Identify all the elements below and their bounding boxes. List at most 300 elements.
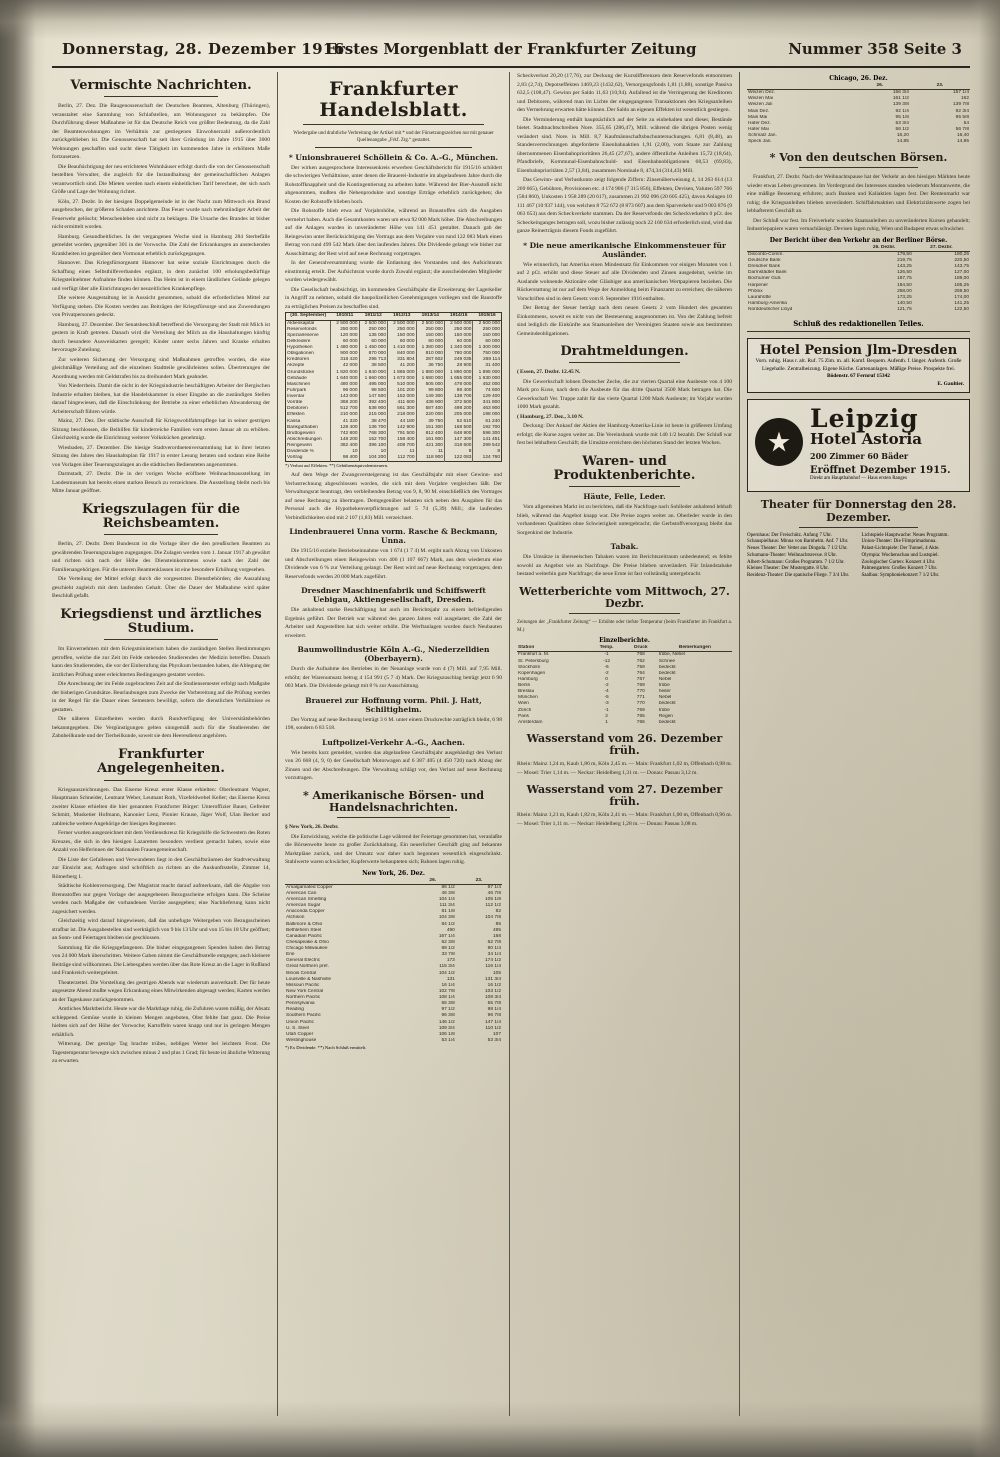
- row-label: Atchison: [286, 915, 305, 921]
- section-heading-warenberichte: Waren- und Produktenberichte.: [553, 453, 696, 484]
- row-value: 780 000: [444, 351, 472, 357]
- row-value: 81 1/8: [441, 909, 455, 915]
- row-label: Delkredere: [286, 339, 331, 345]
- ad-contact: Bödenstr. 67 Fernruf 15342: [827, 373, 890, 380]
- row-label: Union Pacific: [286, 1019, 314, 1025]
- row-label: Pennsylvania: [286, 1001, 315, 1007]
- row-value: 31 400: [485, 363, 500, 369]
- row-value: 61 240: [485, 418, 500, 424]
- row-value: 1 380 000: [416, 345, 444, 351]
- row-value: 146 1/2: [438, 1019, 455, 1025]
- row-label: Zürich: [518, 707, 532, 713]
- row-value: 108 3/4: [484, 995, 501, 1001]
- paragraph: [517, 368, 732, 377]
- theater-list-item: Schauspielhaus: Minna von Barnhelm. Anf. 7 Uhr.: [747, 539, 849, 545]
- section-heading-vermischte: Vermischte Nachrichten.: [70, 78, 252, 93]
- row-value: 258,00: [897, 288, 912, 294]
- row-value: 39 750: [416, 419, 444, 425]
- section-heading-handelsblatt: Frankfurter Handelsblatt.: [319, 78, 468, 121]
- row-value: 98 1/4: [487, 1007, 501, 1013]
- subheading-unionsbrauerei: * Unionsbrauerei Schöllein & Co. A.-G., München.: [288, 152, 499, 162]
- paragraph: Vom allgemeinen Markt ist zu berichten, daß die Nachfrage nach Sohlleder anhaltend lebhaft blieb, während das Angebot knapp war. Die Preise zogen weiter an. Oberleder wurde in den vorhandenen Qualitäten ohne Schwierigkeit untergebracht; die Gerbstoffversorgung bleibt das Sorgenkind der Industrie.: [517, 504, 732, 536]
- row-value: 42 000: [331, 363, 359, 369]
- row-value: 101 200: [388, 388, 416, 394]
- row-value: bedeckt: [658, 664, 676, 670]
- section-heading-kriegszulagen: Kriegszulagen für die Reichsbeamten.: [81, 501, 241, 532]
- table-row: [747, 90, 970, 97]
- table-footnote: *) Verlust auf Effekten. **) Gebührenäquivalentsteuern.: [285, 463, 389, 469]
- paragraph: Das Gewinn- und Verlustkonto zeigt folgende Ziffern: Zinsenüberweisung 4, 14 263 614 (13 269 665), Gebühren, Provisionen etc. 4 174 906 (7 315 856), Effekten, Devisen, Valuten 597 766 (584 860), Unkosten 1 958 289 (20 617), zusammen 21 992 096 (20 605 425), davon Anlagen 10 111 467 (10 937 144), von welchen 8 752 672 (8 873 607) aus dem Sparverkehr und 9 003 876 (9 063 653) aus dem Scheckverkehr stammen. Da der Reservefonds des Scheckverkehrs 0 pCt. des Scheckeinganges betragen soll, wozu bisher zulässig noch 22 160 634 erforderlich sind, wird das ganze Reinerträgnis diesem Fonds zugeführt.: [517, 177, 732, 234]
- row-value: 2 500 000: [331, 320, 359, 327]
- row-label: Louisville & Nashville: [286, 976, 332, 982]
- table-header-row: [286, 313, 502, 320]
- row-value: 765: [636, 713, 645, 719]
- row-value: 498 200: [444, 406, 472, 412]
- row-value: 1 680 000: [416, 376, 444, 382]
- row-value: 87 1/4: [487, 884, 501, 890]
- row-label: Kreditoren: [286, 357, 331, 363]
- row-value: bedeckt: [658, 670, 676, 676]
- table-row: [747, 139, 970, 145]
- subheading-luftpolizei: Luftpolizei-Verkehr A.-G., Aachen.: [322, 737, 465, 747]
- masthead-date: Donnerstag, 28. Dezember 1916: [62, 40, 345, 58]
- row-value: 1 660 000: [359, 376, 387, 382]
- row-value: 11: [388, 449, 416, 455]
- ad-signature: E. Gaultier.: [937, 380, 964, 387]
- row-value: 174,00: [954, 294, 969, 300]
- row-value: 250 000: [388, 327, 416, 333]
- row-value: 131 3/4: [484, 976, 501, 982]
- row-value: 0: [605, 676, 608, 682]
- row-value: 168: [492, 933, 501, 939]
- dresdner-maschinenfabrik-body: [285, 606, 502, 640]
- row-value: 16,40: [956, 133, 969, 138]
- leder-body: [517, 503, 732, 537]
- row-value: bedeckt: [658, 701, 676, 707]
- row-label: München: [518, 695, 538, 701]
- row-label: Chesapeake & Ohio: [286, 939, 329, 945]
- ad-hotel-name: Hotel Astoria: [810, 430, 922, 449]
- row-value: 392 400: [359, 400, 387, 406]
- ad-title: Hotel Pension Jlm-Dresden: [759, 343, 958, 359]
- row-value: 92 3/4: [955, 108, 969, 114]
- row-value: 2 500 000: [444, 320, 472, 327]
- row-value: 88 400: [444, 388, 472, 394]
- row-value: 2 500 000: [416, 320, 444, 327]
- unionsbrauerei-balance-table: [285, 312, 502, 462]
- row-value: 16 1/2: [487, 982, 501, 988]
- row-value: 452 000: [482, 381, 500, 387]
- newyork-report-body: [285, 823, 502, 867]
- row-value: 151 300: [416, 425, 444, 431]
- section-heading-kriegsdienst: Kriegsdienst und ärztliches Studium.: [60, 606, 262, 637]
- row-label: Schmalz Jan.: [748, 133, 777, 138]
- row-value: 770: [636, 701, 645, 707]
- row-value: 53 3/4: [895, 120, 909, 126]
- row-value: 112 1/2: [485, 903, 501, 909]
- row-value: 900 000: [331, 351, 359, 357]
- row-value: 587 400: [416, 406, 444, 412]
- row-value: 396 100: [359, 443, 387, 449]
- row-label: Baltimore & Ohio: [286, 921, 323, 927]
- row-value: 118 900: [416, 455, 444, 462]
- row-label: Chicago Milwaukee: [286, 946, 328, 952]
- col-header-pressure: Druck: [624, 645, 658, 652]
- tabak-body: [517, 553, 732, 579]
- row-label: Hafer Mai: [748, 126, 769, 132]
- row-label: Akzepte: [286, 363, 331, 369]
- berlin-quotes-table: [747, 245, 970, 313]
- row-value: 490: [446, 927, 455, 933]
- row-value: 46 7/8: [487, 890, 501, 896]
- row-value: 16,20: [896, 133, 909, 138]
- row-value: -1: [604, 652, 609, 658]
- row-value: 34 1/4: [487, 952, 501, 958]
- row-label: Hamburg-Amerika: [748, 300, 787, 306]
- row-value: 60 000: [359, 339, 387, 345]
- table-row: [286, 320, 502, 327]
- row-value: 1 820 000: [331, 370, 359, 376]
- row-value: 56 7/8: [955, 126, 969, 132]
- row-value: 505 000: [416, 382, 444, 388]
- row-value: 14,95: [956, 139, 969, 145]
- row-value: 495: [492, 927, 501, 933]
- paragraph: Die Beaufsichtigung der neu errichteten Wohnhäuser erfolgt durch die von der Genossenschaft bestellten Verwalter, die zugleich für die Instandhaltung der gemeinschaftlichen Anlagen verantwortlich sind. Die Mieten werden nach einem einheitlichen Tarif berechnet, der sich nach Größe und Lage der Wohnung richtet.: [52, 163, 270, 196]
- row-value: 156 3/4: [892, 90, 909, 96]
- row-value: 538 900: [359, 406, 387, 412]
- row-value: 148 200: [331, 437, 359, 443]
- row-value: 8: [444, 449, 472, 455]
- row-value: 95 5/8: [955, 114, 969, 120]
- row-value: 750 000: [482, 351, 500, 357]
- row-value: 103 1/2: [484, 988, 501, 994]
- row-value: 106 1/8: [438, 1031, 455, 1037]
- row-value: 648 900: [444, 431, 472, 437]
- row-value: heiter: [658, 689, 671, 695]
- row-value: 53 1/4: [441, 1037, 455, 1043]
- row-value: 104 7/8: [484, 915, 501, 921]
- paragraph: Wie erinnerlich, hat Amerika einen Mindestsatz für Einkommen vor einigen Monaten von 1 auf 2 pCt. erhöht und diese Steuer auf alle Dividenden und Zinsen ausgedehnt, welche im Auslande wohnende Aktionäre oder Gläubiger aus amerikanischen Wertpapieren beziehen. Die Rückerstattung ist nur auf dem Wege der Anmeldung beim Finanzamt zu erreichen; die näheren Vorschriften sind in dem Gesetz vom 8. September 1916 enthalten.: [517, 261, 732, 302]
- row-value: 60 000: [331, 339, 359, 345]
- berlin-table-caption: Der Bericht über den Verkehr an der Berliner Börse.: [769, 236, 948, 244]
- paragraph: Die weitere Ausgestaltung ist in Aussicht genommen, sobald die erforderlichen Mittel zur Verfügung stehen. Die Kosten werden aus Beiträgen der Kriegsfürsorge und aus Zuwendungen von Privatpersonen gedeckt.: [52, 295, 270, 319]
- row-label: Southern Pacific: [286, 1013, 321, 1019]
- col-header-day-23: 23.: [910, 83, 970, 90]
- section-heading-frankfurter-angelegenheiten: Frankfurter Angelegenheiten.: [97, 746, 225, 777]
- row-label: Abschreibungen: [286, 437, 331, 443]
- row-label: Dresdner Bank: [748, 264, 780, 270]
- row-value: 161 1/2: [892, 96, 909, 102]
- row-value: 250 000: [444, 327, 472, 333]
- table-header-row: [285, 878, 502, 885]
- row-value: 769: [636, 683, 645, 689]
- page-edge-right: [970, 0, 1000, 1457]
- row-value: 46 3/8: [441, 890, 455, 896]
- table-row: [517, 720, 732, 726]
- row-value: 1 672 000: [388, 376, 416, 382]
- paragraph: Frankfurt, 27. Dezbr. Nach der Weihnachtspause hat der Verkehr an den hiesigen Märkten heute wieder etwas Leben gewonnen. Im Vordergrund des Interesses standen wiederum Montanwerte, die eine mäßige Besserung erfuhren; auch Banken und Kaliaktien lagen fest. Der Rentenmarkt war ruhig; die Kriegsanleihen blieben unverändert. Schiffahrtsaktien und Elektrizitätswerte zogen bei lebhafterem Geschäft an.: [747, 174, 970, 215]
- row-value: 480 000: [331, 382, 359, 388]
- row-value: 55 7/8: [487, 1001, 501, 1007]
- page-sheet: [52, 40, 970, 1418]
- row-label: Spezialreserve: [286, 333, 331, 339]
- row-label: St. Petersburg: [518, 658, 549, 664]
- masthead-issue: Nummer 358 Seite 3: [788, 40, 962, 58]
- theater-list-item: Olympia: Wochenschau und Lustspiel.: [861, 552, 939, 558]
- row-value: 60 000: [416, 339, 444, 345]
- row-label: Speck Jan.: [748, 139, 772, 145]
- row-label: Berlin: [518, 683, 531, 689]
- section-heading-wetterberichte: Wetterberichte vom Mittwoch, 27. Dezbr.: [519, 584, 730, 610]
- paragraph: Der Vortrag auf neue Rechnung beträgt 3 6 M. unter einem Druckrechte zuträglich bleibt, 6 98 198, sondern 6 83 518.: [285, 716, 502, 732]
- brauerei-hoffnung-body: [285, 716, 502, 733]
- row-value: 141 451: [482, 436, 500, 442]
- row-label: General Electric: [286, 958, 321, 964]
- row-value: 38 470: [359, 419, 387, 425]
- row-value: 2: [605, 713, 608, 719]
- row-label: Laurahütte: [748, 294, 771, 300]
- row-value: 122 083: [444, 455, 472, 462]
- handelsblatt-continuation: [285, 471, 502, 522]
- row-label: Obligationen: [286, 351, 331, 357]
- ad-body-text: Vorn. ruhig. Haus r. alt. Ruf. 75 Zim. m. all. Komf. Bequem. Aufenth. f. länger. Aufenth. Große Liegehalle. Zentralheizung. Eigene Küche. Gartenanlagen. Mäßige Preise. Prospekte frei.: [755, 358, 962, 372]
- col-header-security: [285, 878, 410, 885]
- row-value: 759: [636, 664, 645, 670]
- column-2: [278, 72, 510, 1416]
- globe-star-icon: [755, 418, 803, 466]
- row-value: 161 900: [416, 437, 444, 443]
- row-value: 111 3/4: [439, 903, 455, 909]
- row-value: 54: [963, 120, 969, 126]
- row-label: U. S. Steel: [286, 1025, 309, 1031]
- paragraph: [517, 413, 732, 422]
- row-label: Maschinen: [286, 382, 331, 388]
- frankfurter-angelegenheiten-body: [52, 786, 270, 1066]
- row-value: 372 500: [444, 400, 472, 406]
- row-value: 2 500 000: [359, 320, 387, 327]
- row-value: 1 880 000: [416, 370, 444, 376]
- row-value: 92 1/4: [895, 108, 909, 114]
- row-value: 10: [331, 449, 359, 455]
- row-value: 250 000: [359, 327, 387, 333]
- row-label: Dividende %: [286, 449, 331, 455]
- row-value: 97 1/2: [441, 1007, 455, 1013]
- row-value: 185,25: [954, 282, 969, 288]
- row-value: 86 1/2: [441, 884, 455, 890]
- row-value: 463 900: [482, 406, 500, 412]
- col-header-day-26: 26.: [850, 83, 910, 90]
- theater-list-item: Residenz-Theater: Die spanische Fliege. 7 3/4 Uhr.: [747, 573, 850, 579]
- paragraph: Die Entwicklung, welche die politische Lage während der Feiertage genommen hat, veranlaßte die Börsenwelte heute zu großer Zurückhaltung. Ein neuerlicher Geschäft ging auf bekannte Marktpläne zurück, und der Umsatz war daher nach begonnen wesentlich eingeschränkt. Stahlwerte waren schwächer, Kupferwerte behaupteten sich; Bahnen lagen ruhig.: [285, 833, 502, 866]
- row-value: 150 000: [416, 333, 444, 339]
- row-label: Weizen Dez.: [748, 90, 776, 96]
- row-label: Weizen Mai: [748, 96, 773, 102]
- row-value: 116 1/4: [485, 964, 501, 970]
- row-value: 84 1/2: [441, 921, 455, 927]
- row-value: 157 1/4: [952, 90, 969, 96]
- row-value: 28 900: [444, 363, 472, 369]
- row-value: 1 640 000: [331, 376, 359, 382]
- row-value: 60 000: [388, 339, 416, 345]
- theater-list-item: Zoologischer Garten: Konzert 4 Uhr.: [861, 559, 936, 565]
- table-row: [285, 884, 502, 891]
- row-value: 104 3/8: [438, 915, 455, 921]
- row-value: 768: [636, 652, 645, 658]
- paragraph: Hamburg, 27. Dezember. Der Senatsbeschluß betreffend die Versorgung der Stadt mit Milch ist gestern in Kraft getreten. Danach wird die Verteilung der Milch an die Haushaltungen künftig durch besondere Ausweiskarten geregelt; Kinder unter sechs Jahren und Kranke erhalten bevorzugte Zuteilung.: [52, 321, 270, 354]
- row-value: 98 400: [331, 455, 359, 462]
- paragraph: Der wirken ausgesprochene Interessenkreis erwerben Geschäftsbericht für 1915/16 schildert die schwierigen Verhältnisse, unter denen die Brauerei-Industrie im abgelaufenen Jahre durch die Rohstoffknappheit und die Kontingentierung zu arbeiten hatte. Während der Bier-Ausstoß nicht abgenommen, mußten die Nebenprodukte und sonstige Erträge erheblich zurückgehen; die Kosten der Rohstoffe blieben hoch.: [285, 164, 502, 205]
- paragraph: In der Generalversammlung wurde die Entlastung des Vorstandes und des Aufsichtsrats einstimmig erteilt. Der Aufsichtsrat wurde durch Zuwahl ergänzt; die ausscheidenden Mitglieder wurden wiedergewählt.: [285, 260, 502, 284]
- col-header-temperature: Temp.: [589, 645, 623, 652]
- ad-hotel-astoria-leipzig[interactable]: [747, 399, 970, 492]
- row-value: 168 500: [444, 425, 472, 431]
- editorial-close-notice: Schluß des redaktionellen Teiles.: [793, 319, 924, 329]
- theater-list-item: Lichtspiele Hauptwache: Neues Programm.: [861, 532, 949, 538]
- paragraph: Gleichzeitig wird darauf hingewiesen, daß das unbefugte Weitergeben von Bezugsscheinen strafbar ist. Die Ausgabestellen sind werktäglich von 9 bis 13 Uhr und von 15 bis 18 Uhr geöffnet; an Sonn- und Feiertagen bleiben sie geschlossen.: [52, 918, 270, 942]
- row-value: 1 840 000: [359, 370, 387, 376]
- row-value: 121,75: [897, 307, 912, 313]
- wasserstand-27-text: Rhein: Mainz 1,21 m, Kaub 1,82 m, Köln 2,41 m. — Main: Frankfurt 1,00 m, Offenbach 0,96 m. — Mosel: Trier 1,11 m. — Neckar: Heidelberg 1,28 m. — Donau: Passau 3,08 m.: [517, 812, 732, 827]
- theater-list-item: Neues Theater: Der Vetter aus Dingsda. 7 1/2 Uhr.: [747, 546, 848, 552]
- row-value: 62 3/8: [441, 939, 455, 945]
- row-value: 812 400: [416, 431, 444, 437]
- row-value: 44 180: [388, 419, 416, 425]
- row-value: 11: [416, 449, 444, 455]
- dateline: ( Essen, 27. Dezbr. 12.45 N.: [517, 369, 581, 376]
- row-value: 218 000: [388, 412, 416, 418]
- row-value: 184,50: [897, 282, 912, 288]
- paragraph: Hamburg. Gesundheitliches. In der vergangenen Woche sind in Hamburg 284 Sterbefälle gemeldet worden, gegenüber 301 in der Vorwoche. Die Zahl der Erkrankungen an ansteckenden Krankheiten ist gegenüber dem Vormonat erheblich zurückgegangen.: [52, 233, 270, 257]
- paragraph: Witterung. Der gestrige Tag brachte trübes, nebliges Wetter bei leichtem Frost. Die Tagestemperatur bewegte sich zwischen minus 2 und plus 1 Grad; für heute ist ähnliche Witterung zu erwarten.: [52, 1041, 270, 1065]
- col-header-security: [747, 245, 856, 252]
- row-value: 104 200: [359, 455, 387, 462]
- chicago-table-caption: Chicago, 26. Dez.: [829, 75, 888, 82]
- row-value: 99 800: [416, 388, 444, 394]
- row-value: 52 610: [444, 419, 472, 425]
- newyork-quotes-table: [285, 878, 502, 1044]
- row-value: 1 300 000: [478, 345, 500, 351]
- theater-list-item: Palast-Lichtspiele: Der Tunnel, 4 Akte.: [861, 546, 940, 552]
- row-label: Northern Pacific: [286, 995, 321, 1001]
- row-label: Amalgamated Copper: [286, 884, 333, 890]
- newyork-table-caption: New York, 26. Dez.: [362, 869, 425, 877]
- paragraph: Die Verminderung enthält hauptsächlich auf der Seite zu einbehalten und dieser, Bestände bietet. Stadtnachtschreiben Nore. 355,65 (286,47), Mill. während die übrigen Posten wenig verändert sind. Nore. in Mill. 8,7 Kaufmännschaftsbuchuntersuchungen. 6,81 (8,48), an Standesverrechnungen abgeforderte Eisenbahnaktien 1,91 (2,00), vom Staate zur Zahlung übernommenen Eisenbahnprioritäten 26,45 (27,67), andere öffentliche Anleihen 15,72 (18,64), Pfandbriefe, Kommunal-Eisenbahnschuld- und Eisenbahnobligationen 68,53 (69,83), Eisenbahnprioritäten 2,57 (3,84), zusammen Nominale 8, 474,34 (314,43) Mill.: [517, 116, 732, 174]
- paragraph: Die näheren Einzelheiten werden durch Rundverfügung der Universitätsbehörden bekanntgegeben. Die Vergünstigungen gelten sinngemäß auch für die Studierenden der Zahnheilkunde und der Tierheilkunde, soweit sie dem Heeresdienst angehören.: [52, 716, 270, 740]
- ad-hotel-pension-dresden[interactable]: [747, 338, 970, 393]
- wasserstand-26-text: Rhein: Mainz 1,24 m, Kaub 1,86 m, Köln 2,45 m. — Main: Frankfurt 1,02 m, Offenbach 0,98 m. — Mosel: Trier 1,14 m. — Neckar: Heidelberg 1,31 m. — Donau: Passau 3,12 m.: [517, 761, 732, 776]
- col-header-year: 1915/16: [473, 313, 502, 320]
- row-value: 135 000: [359, 333, 387, 339]
- luftpolizei-body: [285, 749, 502, 783]
- row-label: Inventar: [286, 394, 331, 400]
- paragraph: Wie bereits kurz gemeldet, wurden das abgelaufene Geschäftsjahr ausgehändigt den Verlust von 26 668 (4, 9, 0) der Gesellschaft Motorwagen auf 6 387 405 (4 450 720) nach Abzug der Zinsen und der Abschreibungen. Die Verwaltung schlägt vor, den Verlust auf neue Rechnung vorzutragen.: [285, 749, 502, 782]
- paragraph: Der Betrag der Steuer beträgt nach dem neuen Gesetz 2 vom Hundert des gesamten Einkommens, soweit es nicht von der Besteuerung ausgenommen ist. Von der Zahlung befreit sind lediglich die Einkünfte aus Staatsanleihen der Vereinigten Staaten sowie aus bestimmten Gemeindeobligationen.: [517, 305, 732, 337]
- row-value: -4: [604, 689, 609, 695]
- row-value: 341 800: [482, 400, 500, 406]
- row-value: 96 000: [331, 388, 359, 394]
- theater-list-item: Schumann-Theater: Weihnachtsrevue. 8 Uhr.: [747, 552, 837, 558]
- kriegsdienst-body: [52, 645, 270, 741]
- row-value: 138 700: [444, 394, 472, 400]
- row-label: Grundstücke: [286, 370, 331, 376]
- einkommensteuer-body: [517, 261, 732, 339]
- row-value: 8: [497, 449, 500, 455]
- row-value: 561 300: [388, 406, 416, 412]
- row-value: 85: [495, 921, 501, 927]
- row-value: 189,00: [954, 276, 969, 282]
- row-value: 41 320: [331, 419, 359, 425]
- row-value: 122,50: [954, 307, 969, 313]
- col-header-year: 1911/12: [359, 313, 387, 320]
- masthead: [52, 40, 970, 68]
- table-row: [747, 307, 970, 313]
- paragraph: Berlin, 27. Dez. Die Baugenossenschaft der Deutschen Beamten, Altenburg (Thüringen), veranstaltet eine Sammlung von Schlafstellen, um Wohnungsnot zu bekämpfen. Die Durchführung dieser Maßnahme ist für das Deutsche Reich von größter Bedeutung, da die Zahl der Beamtenwohnungen im Verhältnis zur gestiegenen Einwohnerzahl außerordentlich zurückgeblieben ist. Die Genossenschaft hat seit ihrer Gründung im Jahre 1915 über 3000 Wohnungen geschaffen und sucht diese Tätigkeit im kommenden Jahre in erhöhtem Maße fortzusetzen.: [52, 103, 270, 161]
- subheading-baumwollindustrie: Baumwollindustrie Köln A.-G., Niederzelldien (Oberbayern).: [297, 645, 490, 664]
- row-value: 120 000: [331, 333, 359, 339]
- paragraph: Von Niederrhein. Damit die nicht in der Kriegsindustrie beschäftigten Arbeiter der Bergischen Industrie erhalten bleiben, hat die Handelskammer in einer Eingabe an die zuständigen Stellen darauf hingewiesen, daß die Einschränkung der Betriebe zu einer erheblichen Abwanderung der Arbeiterschaft führen würde.: [52, 383, 270, 415]
- row-label: Harpener: [748, 282, 768, 288]
- row-value: 41 200: [388, 363, 416, 369]
- section-heading-wasserstand-26: Wasserstand vom 26. Dezember früh.: [526, 731, 723, 757]
- row-label: Kassa: [286, 419, 331, 425]
- paragraph: Der Schluß war fest. Im Freiverkehr wurden Staatsanleihen zu unveränderten Kursen gehandelt; Industriepapiere waren vernachlässigt. Devisen lagen ruhig, Wien und Budapest etwas schwächer.: [747, 217, 970, 233]
- row-value: 162: [960, 96, 969, 102]
- table-row: [285, 1038, 502, 1044]
- row-value: 140,50: [897, 300, 912, 306]
- section-heading-wasserstand-27: Wasserstand vom 27. Dezember früh.: [526, 783, 723, 809]
- row-label: Missouri Pacific: [286, 982, 320, 988]
- row-value: 368 200: [331, 400, 359, 406]
- subheading-lindenbrauerei: Lindenbrauerei Unna vorm. Rasche & Beckmann, Unna.: [289, 527, 498, 546]
- paragraph: Die Umsätze in überseeischen Tabaken waren im Berichtszeitraum unbedeutend; es fehlte sowohl an Angebot wie an Nachfrage. Die Preise blieben unverändert. Für Inlandstabake bestand weiterhin gute Nachfrage; die neue Ernte ist fast vollständig untergebracht.: [517, 554, 732, 578]
- row-value: 152 000: [388, 394, 416, 400]
- subheading-dresdner-maschinenfabrik: Dresdner Maschinenfabrik und Schiffswerft Uebigau, Aktiengesellschaft, Dresden.: [301, 586, 486, 605]
- col-header-dec-26: 26. Dezbr.: [856, 245, 913, 252]
- row-value: 762: [636, 658, 645, 664]
- row-value: 95 1/8: [895, 114, 909, 120]
- paragraph: Die anhaltend starke Beschäftigung hat auch im Berichtsjahr zu einem befriedigenden Ergebnis geführt. Der Betrieb war während des ganzen Jahres voll ausgelastet; die Zahl der Arbeiter und Angestellten hat sich weiter erhöht. Die Werftanlagen wurden durch Neubauten erweitert.: [285, 607, 502, 639]
- row-label: Bochumer Guß: [748, 276, 781, 282]
- row-value: 55 3/8: [441, 1001, 455, 1007]
- row-value: 115 3/4: [439, 964, 455, 970]
- row-value: 110 1/2: [485, 1025, 501, 1031]
- row-value: 89 1/2: [441, 946, 455, 952]
- theater-list-item: Saalbau: Symphoniekonzert 7 1/2 Uhr.: [861, 573, 940, 579]
- row-label: Frankfurt a. M.: [518, 652, 550, 658]
- paragraph-lead: [285, 823, 502, 832]
- row-value: 108 1/4: [438, 995, 455, 1001]
- row-value: 495 000: [359, 382, 387, 388]
- row-value: 16 1/4: [441, 982, 455, 988]
- lindenbrauerei-body: [285, 547, 502, 581]
- table-row: [517, 652, 732, 659]
- newyork-table-footnote: *) Ex Dividende. **) Nach Schluß ermittelt.: [285, 1045, 367, 1051]
- row-value: 82: [495, 909, 501, 915]
- row-value: 205 000: [444, 412, 472, 418]
- chicago-quotes-table: [747, 83, 970, 145]
- row-value: 870 000: [359, 351, 387, 357]
- row-value: 287 602: [416, 357, 444, 363]
- row-value: 126,50: [897, 270, 912, 276]
- row-value: 1 450 000: [359, 345, 387, 351]
- row-value: trübe: [658, 707, 670, 713]
- row-value: 167 1/4: [438, 933, 455, 939]
- row-value: 96 7/8: [487, 1013, 501, 1019]
- subheading-amerikanische-boersen: * Amerikanische Börsen- und Handelsnachrichten.: [302, 788, 485, 815]
- row-value: 142 900: [388, 425, 416, 431]
- row-label: Norddeutscher Lloyd: [748, 307, 793, 313]
- row-value: 382 400: [331, 443, 359, 449]
